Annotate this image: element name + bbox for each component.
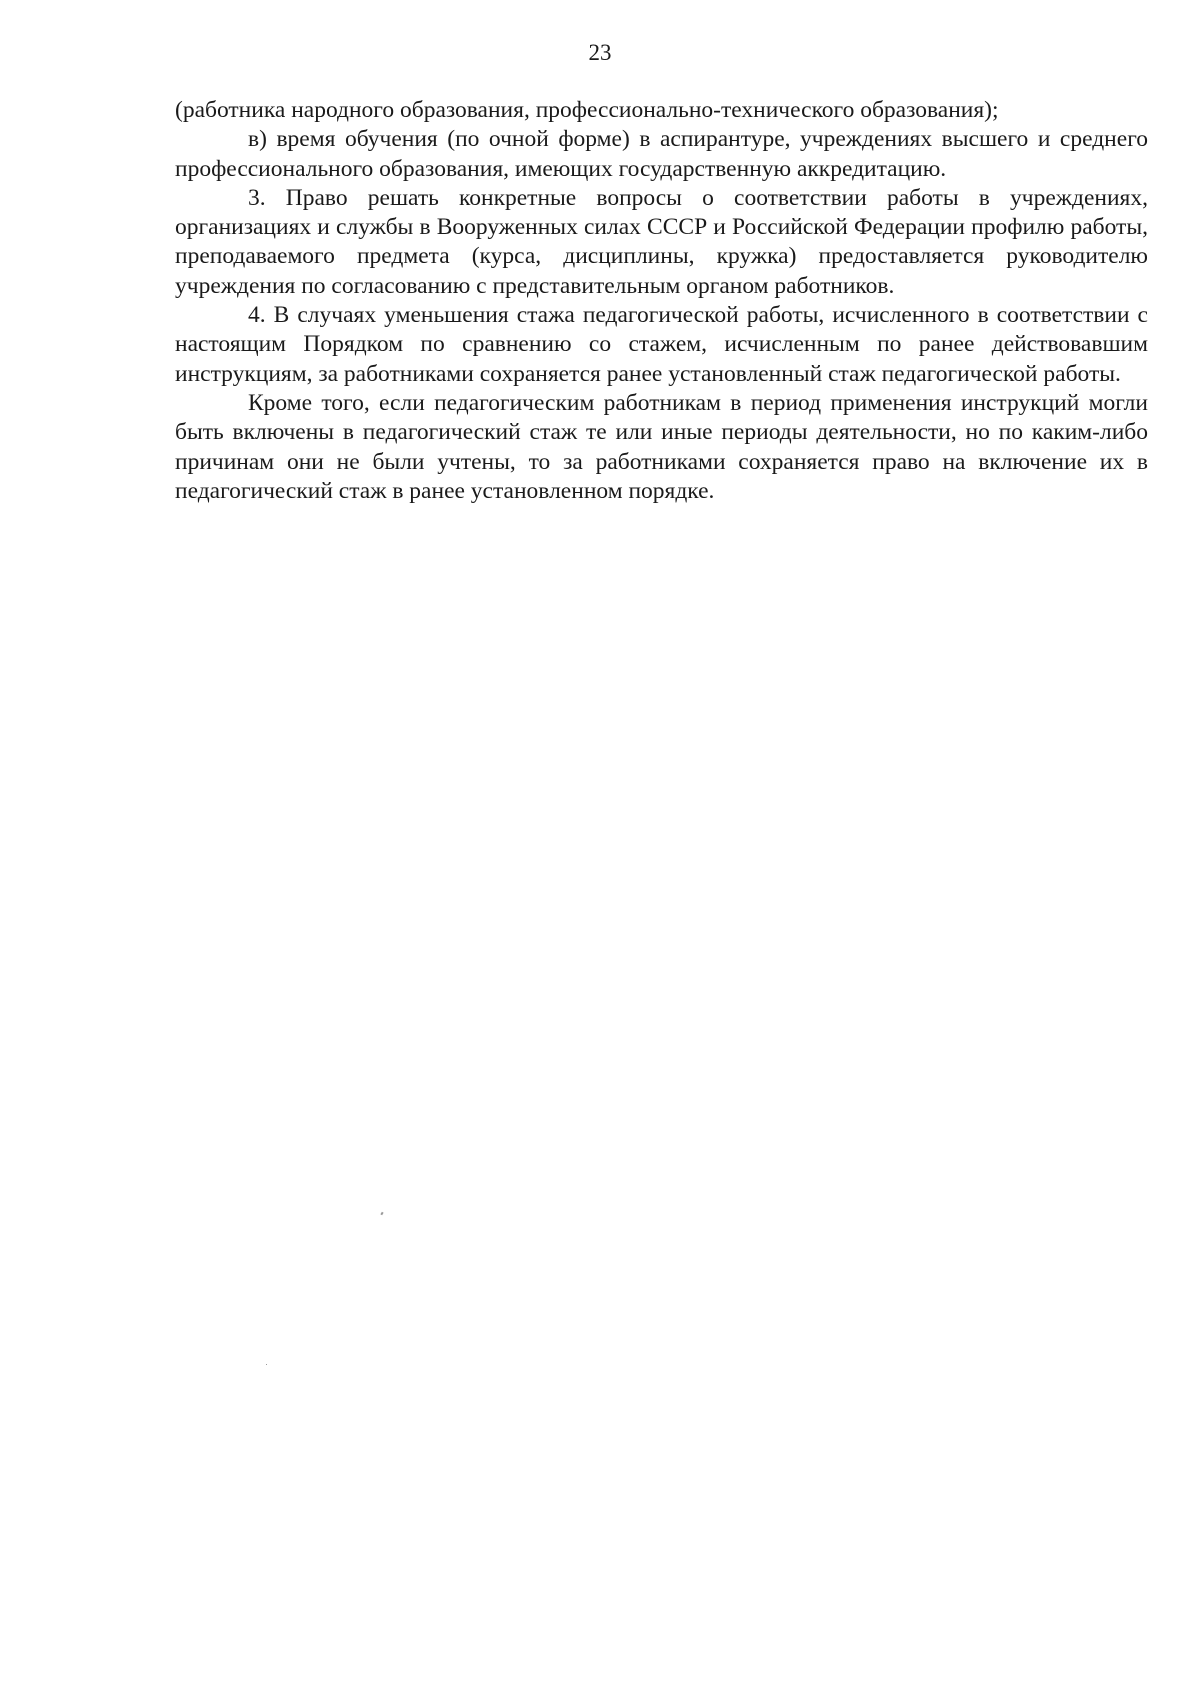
scan-speck: [380, 1212, 383, 1216]
scan-speck: [266, 1364, 267, 1365]
paragraph-point-3: 3. Право решать конкретные вопросы о соответствии работы в учреждениях, организациях и службы в Вооруженных силах СССР и Российской Федерации профилю работы, преподаваемого предмета (курса, дисциплины, кружка) предоставляется руководителю учреждения по согласованию с представительным органом работников.: [175, 184, 1148, 299]
paragraph-point-4: 4. В случаях уменьшения стажа педагогической работы, исчисленного в соответствии с настоящим Порядком по сравнению со стажем, исчисленным по ранее действовавшим инструкциям, за работниками сохраняется ранее установленный стаж педагогической работы.: [175, 302, 1148, 387]
paragraph-continuation: (работника народного образования, профессионально-технического образования);: [175, 97, 999, 123]
document-body: [175, 96, 1148, 506]
page-number: 23: [588, 40, 612, 65]
paragraph-additional: Кроме того, если педагогическим работникам в период применения инструкций могли быть включены в педагогический стаж те или иные периоды деятельности, но по каким-либо причинам они не были учтены, то за работниками сохраняется право на включение их в педагогический стаж в ранее установленном порядке.: [175, 389, 1148, 504]
paragraph-item-v: в) время обучения (по очной форме) в аспирантуре, учреждениях высшего и среднего профессионального образования, имеющих государственную аккредитацию.: [175, 126, 1148, 182]
